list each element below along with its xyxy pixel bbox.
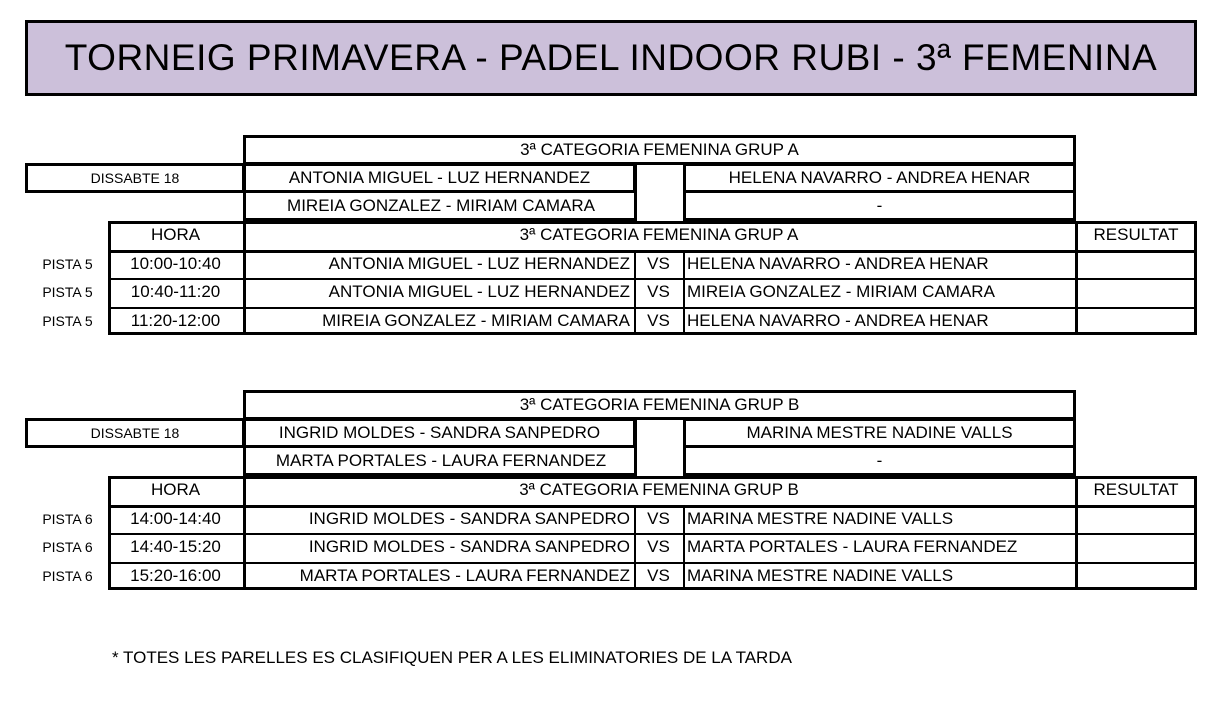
- hora-header: HORA: [150, 225, 201, 245]
- match-away-pair: HELENA NAVARRO - ANDREA HENAR: [687, 253, 989, 273]
- court-label: PISTA 5: [42, 284, 93, 301]
- match-time: 10:40-11:20: [130, 282, 221, 302]
- hora-header: HORA: [150, 480, 201, 500]
- footnote: * TOTES LES PARELLES ES CLASIFIQUEN PER A LES ELIMINATORIES DE LA TARDA: [112, 648, 792, 667]
- match-result: [1075, 307, 1197, 336]
- court-label: PISTA 5: [42, 255, 93, 272]
- pair-left-2: MARTA PORTALES - LAURA FERNANDEZ: [243, 448, 636, 476]
- court-label: PISTA 6: [42, 567, 93, 584]
- match-vs: VS: [647, 310, 670, 330]
- match-away-pair: HELENA NAVARRO - ANDREA HENAR: [687, 310, 989, 330]
- pair-right-1: MARINA MESTRE NADINE VALLS: [683, 418, 1076, 448]
- match-vs: VS: [647, 253, 670, 273]
- match-time: 14:40-15:20: [130, 537, 221, 557]
- match-result: [1075, 533, 1197, 562]
- match-time: 10:00-10:40: [130, 253, 221, 273]
- match-home-pair: MARTA PORTALES - LAURA FERNANDEZ: [299, 565, 630, 585]
- resultat-header: RESULTAT: [1093, 480, 1179, 500]
- group-category-header: 3ª CATEGORIA FEMENINA GRUP B: [243, 390, 1076, 420]
- match-home-pair: MIREIA GONZALEZ - MIRIAM CAMARA: [322, 310, 630, 330]
- match-time: 11:20-12:00: [130, 310, 221, 330]
- pair-divider: [634, 418, 637, 476]
- group-day-label: DISSABTE 18: [25, 163, 245, 193]
- match-home-pair: ANTONIA MIGUEL - LUZ HERNANDEZ: [328, 253, 630, 273]
- match-time: 14:00-14:40: [130, 508, 221, 528]
- pair-left-1: ANTONIA MIGUEL - LUZ HERNANDEZ: [243, 163, 636, 193]
- pair-left-1: INGRID MOLDES - SANDRA SANPEDRO: [243, 418, 636, 448]
- match-vs: VS: [647, 282, 670, 302]
- match-away-pair: MARTA PORTALES - LAURA FERNANDEZ: [687, 537, 1018, 557]
- resultat-header: RESULTAT: [1093, 225, 1179, 245]
- match-result: [1075, 278, 1197, 307]
- schedule-category-header: 3ª CATEGORIA FEMENINA GRUP B: [519, 480, 799, 500]
- group-category-header: 3ª CATEGORIA FEMENINA GRUP A: [243, 135, 1076, 165]
- pair-left-2: MIREIA GONZALEZ - MIRIAM CAMARA: [243, 193, 636, 221]
- page-title: TORNEIG PRIMAVERA - PADEL INDOOR RUBI - 3ª FEMENINA: [25, 20, 1197, 96]
- pair-right-2: -: [683, 448, 1076, 476]
- court-label: PISTA 6: [42, 510, 93, 527]
- match-away-pair: MIREIA GONZALEZ - MIRIAM CAMARA: [687, 282, 995, 302]
- schedule-category-header: 3ª CATEGORIA FEMENINA GRUP A: [519, 225, 799, 245]
- match-result: [1075, 250, 1197, 279]
- court-label: PISTA 5: [42, 312, 93, 329]
- pair-right-1: HELENA NAVARRO - ANDREA HENAR: [683, 163, 1076, 193]
- match-time: 15:20-16:00: [130, 565, 221, 585]
- match-home-pair: INGRID MOLDES - SANDRA SANPEDRO: [308, 508, 630, 528]
- match-vs: VS: [647, 508, 670, 528]
- match-result: [1075, 562, 1197, 591]
- pair-divider: [634, 163, 637, 221]
- match-away-pair: MARINA MESTRE NADINE VALLS: [687, 508, 954, 528]
- match-vs: VS: [647, 537, 670, 557]
- group-day-label: DISSABTE 18: [25, 418, 245, 448]
- match-home-pair: ANTONIA MIGUEL - LUZ HERNANDEZ: [328, 282, 630, 302]
- match-result: [1075, 505, 1197, 534]
- match-home-pair: INGRID MOLDES - SANDRA SANPEDRO: [308, 537, 630, 557]
- match-away-pair: MARINA MESTRE NADINE VALLS: [687, 565, 954, 585]
- court-label: PISTA 6: [42, 539, 93, 556]
- match-vs: VS: [647, 565, 670, 585]
- pair-right-2: -: [683, 193, 1076, 221]
